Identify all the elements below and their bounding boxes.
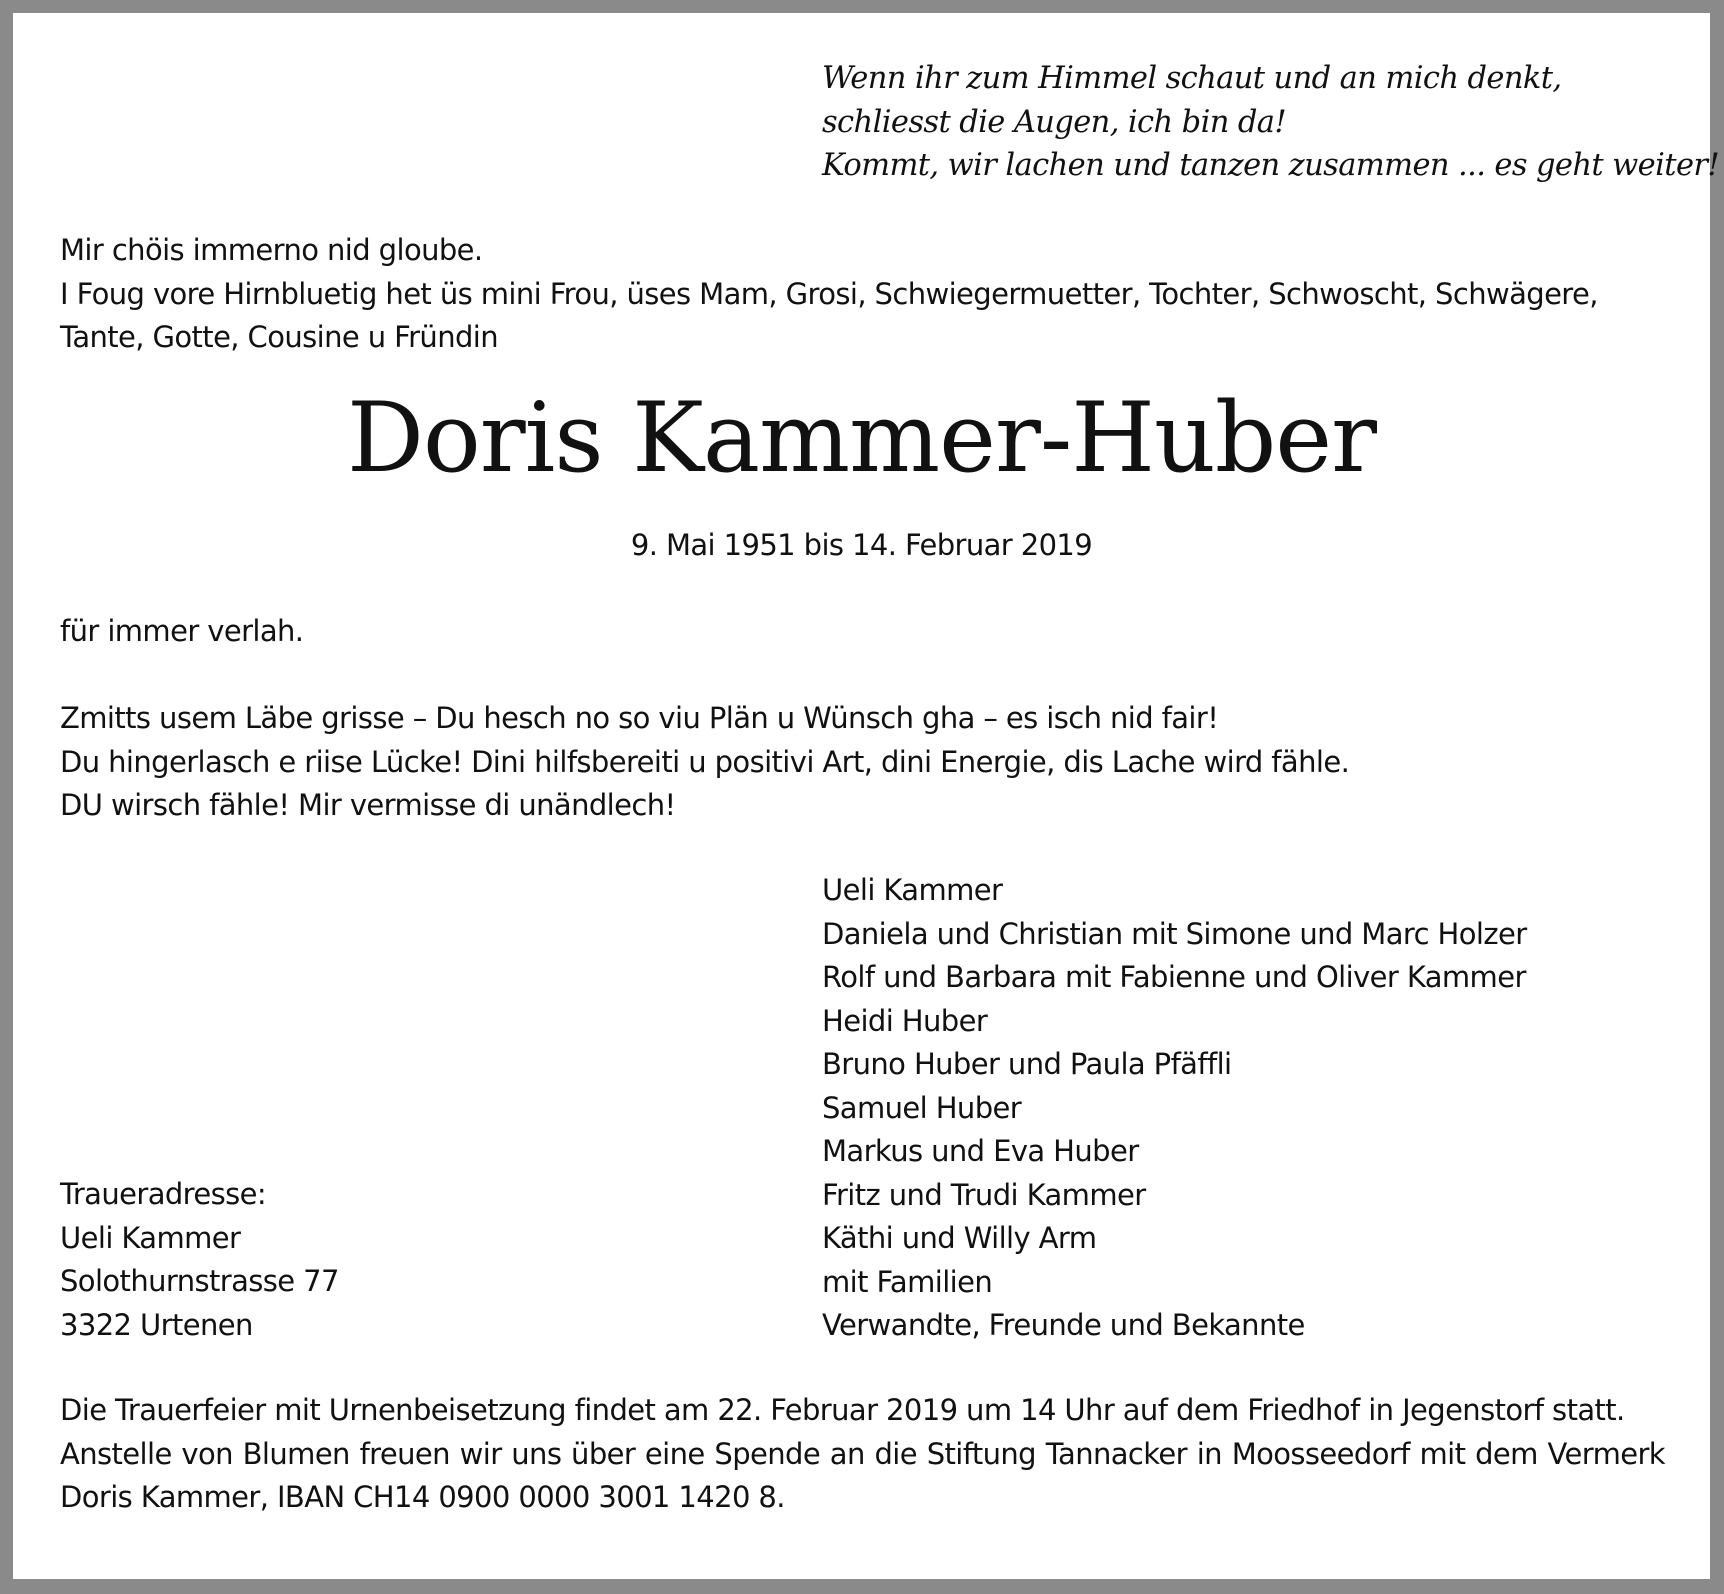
relative-item: Käthi und Willy Arm: [822, 1221, 1097, 1255]
forever-text: für immer verlah.: [60, 614, 304, 648]
relative-item: Verwandte, Freunde und Bekannte: [822, 1308, 1305, 1342]
relative-item: Ueli Kammer: [822, 873, 1003, 907]
relative-item: Samuel Huber: [822, 1090, 1022, 1125]
mourning-address: [60, 1173, 339, 1347]
deceased-name: Doris Kammer-Huber: [347, 382, 1376, 494]
address-line: Solothurnstrasse 77: [60, 1264, 339, 1298]
relative-item: Markus und Eva Huber: [822, 1134, 1139, 1168]
service-info: [60, 1389, 1665, 1520]
message-text: [60, 697, 1349, 828]
address-line: 3322 Urtenen: [60, 1307, 253, 1342]
relative-item: Rolf und Barbara mit Fabienne und Oliver Kammer: [822, 960, 1526, 994]
poem-line: Wenn ihr zum Himmel schaut und an mich denkt,: [822, 61, 1562, 96]
relative-item: Heidi Huber: [822, 1003, 988, 1038]
intro-line: Mir chöis immerno nid gloube.: [60, 233, 483, 267]
address-label: Traueradresse:: [60, 1177, 267, 1211]
intro-text: [60, 229, 1598, 360]
message-line: Zmitts usem Läbe grisse – Du hesch no so viu Plän u Wünsch gha – es isch nid fair!: [60, 701, 1219, 735]
intro-line: I Foug vore Hirnbluetig het üs mini Frou, üses Mam, Grosi, Schwiegermuetter, Tochter, Schwoscht, Schwägere,: [60, 276, 1598, 311]
relative-item: mit Familien: [822, 1264, 993, 1299]
service-paragraph: Die Trauerfeier mit Urnenbeisetzung findet am 22. Februar 2019 um 14 Uhr auf dem Friedhof in Jegenstorf statt.: [60, 1393, 1625, 1427]
obituary-page: [13, 13, 1720, 1579]
poem: [822, 57, 1719, 188]
relative-item: Daniela und Christian mit Simone und Marc Holzer: [822, 916, 1527, 951]
intro-line: Tante, Gotte, Cousine u Fründin: [60, 320, 499, 354]
donation-paragraph: Anstelle von Blumen freuen wir uns über eine Spende an die Stiftung Tannacker in Moosseedorf mit dem Vermerk Doris Kammer, IBAN CH14 0900 0000 3001 1420 8.: [60, 1436, 1665, 1514]
address-line: Ueli Kammer: [60, 1220, 241, 1255]
poem-line: Kommt, wir lachen und tanzen zusammen ... es geht weiter!: [822, 148, 1720, 183]
relative-item: Bruno Huber und Paula Pfäffli: [822, 1047, 1232, 1081]
message-line: DU wirsch fähle! Mir vermisse di unändlech!: [60, 788, 676, 822]
message-line: Du hingerlasch e riise Lücke! Dini hilfsbereiti u positivi Art, dini Energie, dis Lache wird fähle.: [60, 744, 1350, 779]
relative-item: Fritz und Trudi Kammer: [822, 1177, 1146, 1212]
poem-line: schliesst die Augen, ich bin da!: [822, 104, 1287, 140]
life-dates: 9. Mai 1951 bis 14. Februar 2019: [630, 528, 1093, 562]
relatives-list: [822, 869, 1527, 1348]
